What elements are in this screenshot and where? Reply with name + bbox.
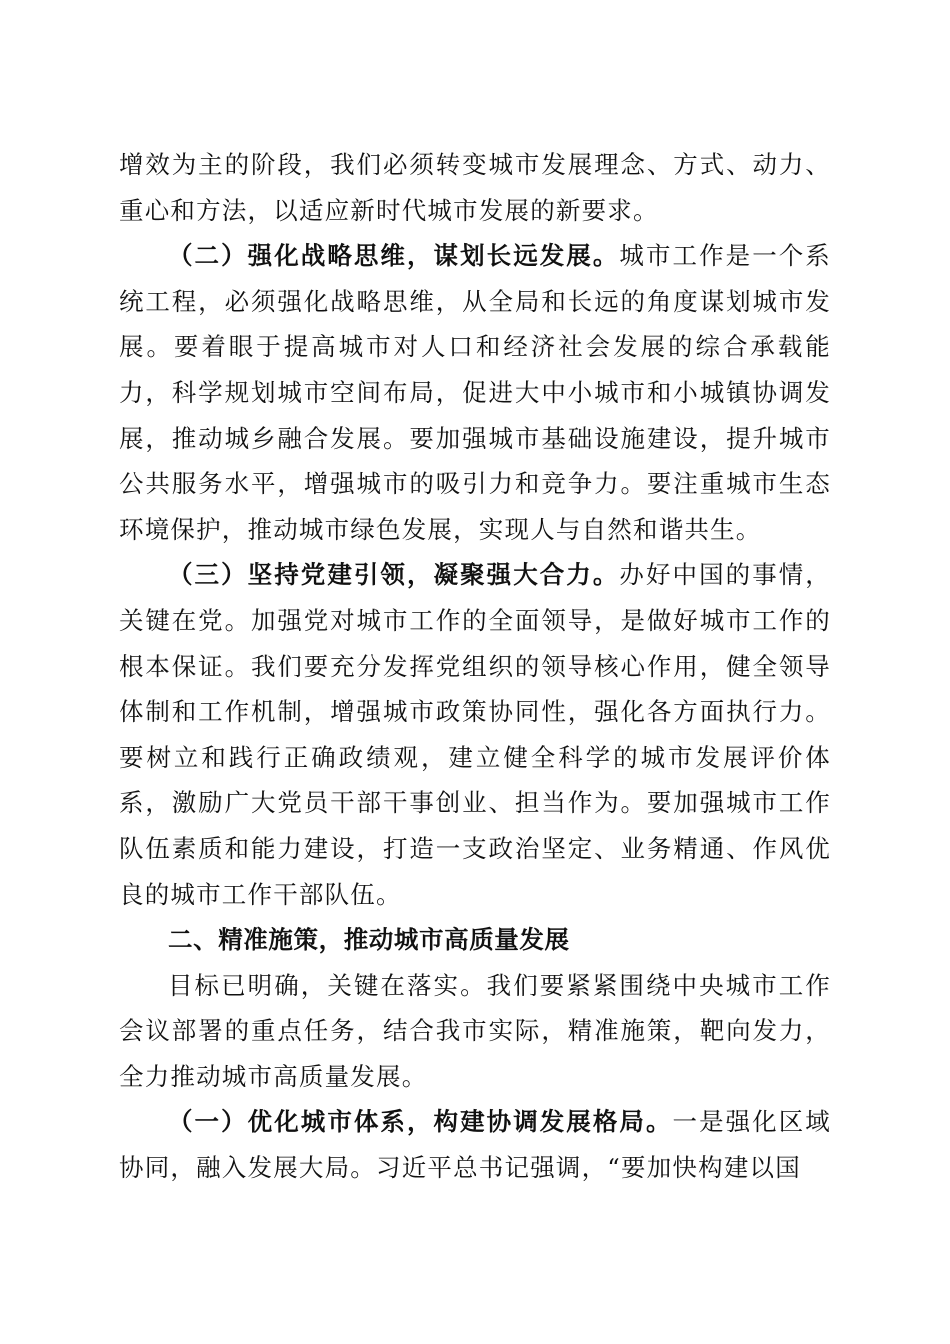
paragraph-text: 目标已明确，关键在落实。我们要紧紧围绕中央城市工作会议部署的重点任务，结合我市实际，精准施策，靶向发力，全力推动城市高质量发展。 [119,970,831,1091]
document-body [119,142,831,1191]
paragraph-text: 办好中国的事情，关键在党。加强党对城市工作的全面领导，是做好城市工作的根本保证。我们要充分发挥党组织的领导核心作用，健全领导体制和工作机制，增强城市政策协同性，强化各方面执行力。要树立和践行正确政绩观，建立健全科学的城市发展评价体系，激励广大党员干部干事创业、担当作为。要加强城市工作队伍素质和能力建设，打造一支政治坚定、业务精通、作风优良的城市工作干部队伍。 [119,560,831,909]
paragraph-urban-system [119,1099,831,1190]
section-intro [119,963,831,1100]
paragraph-lead: （三）坚持党建引领，凝聚强大合力。 [168,560,620,590]
paragraph-text: 增效为主的阶段，我们必须转变城市发展理念、方式、动力、重心和方法，以适应新时代城市发展的新要求。 [119,150,831,225]
paragraph-party-leadership [119,552,831,917]
paragraph-lead: （一）优化城市体系，构建协调发展格局。 [168,1107,673,1137]
paragraph-text: 一是强化区域协同，融入发展大局。习近平总书记强调，“要加快构建以国 [119,1107,831,1183]
paragraph-strategic-thinking [119,233,831,552]
paragraph-continuation [119,142,831,233]
paragraph-lead: （二）强化战略思维，谋划长远发展。 [168,241,620,271]
paragraph-text: 城市工作是一个系统工程，必须强化战略思维，从全局和长远的角度谋划城市发展。要着眼于提高城市对人口和经济社会发展的综合承载能力，科学规划城市空间布局，促进大中小城市和小城镇协调发展，推动城乡融合发展。要加强城市基础设施建设，提升城市公共服务水平，增强城市的吸引力和竞争力。要注重城市生态环境保护，推动城市绿色发展，实现人与自然和谐共生。 [119,241,831,544]
section-heading: 二、精准施策，推动城市高质量发展 [168,925,570,955]
